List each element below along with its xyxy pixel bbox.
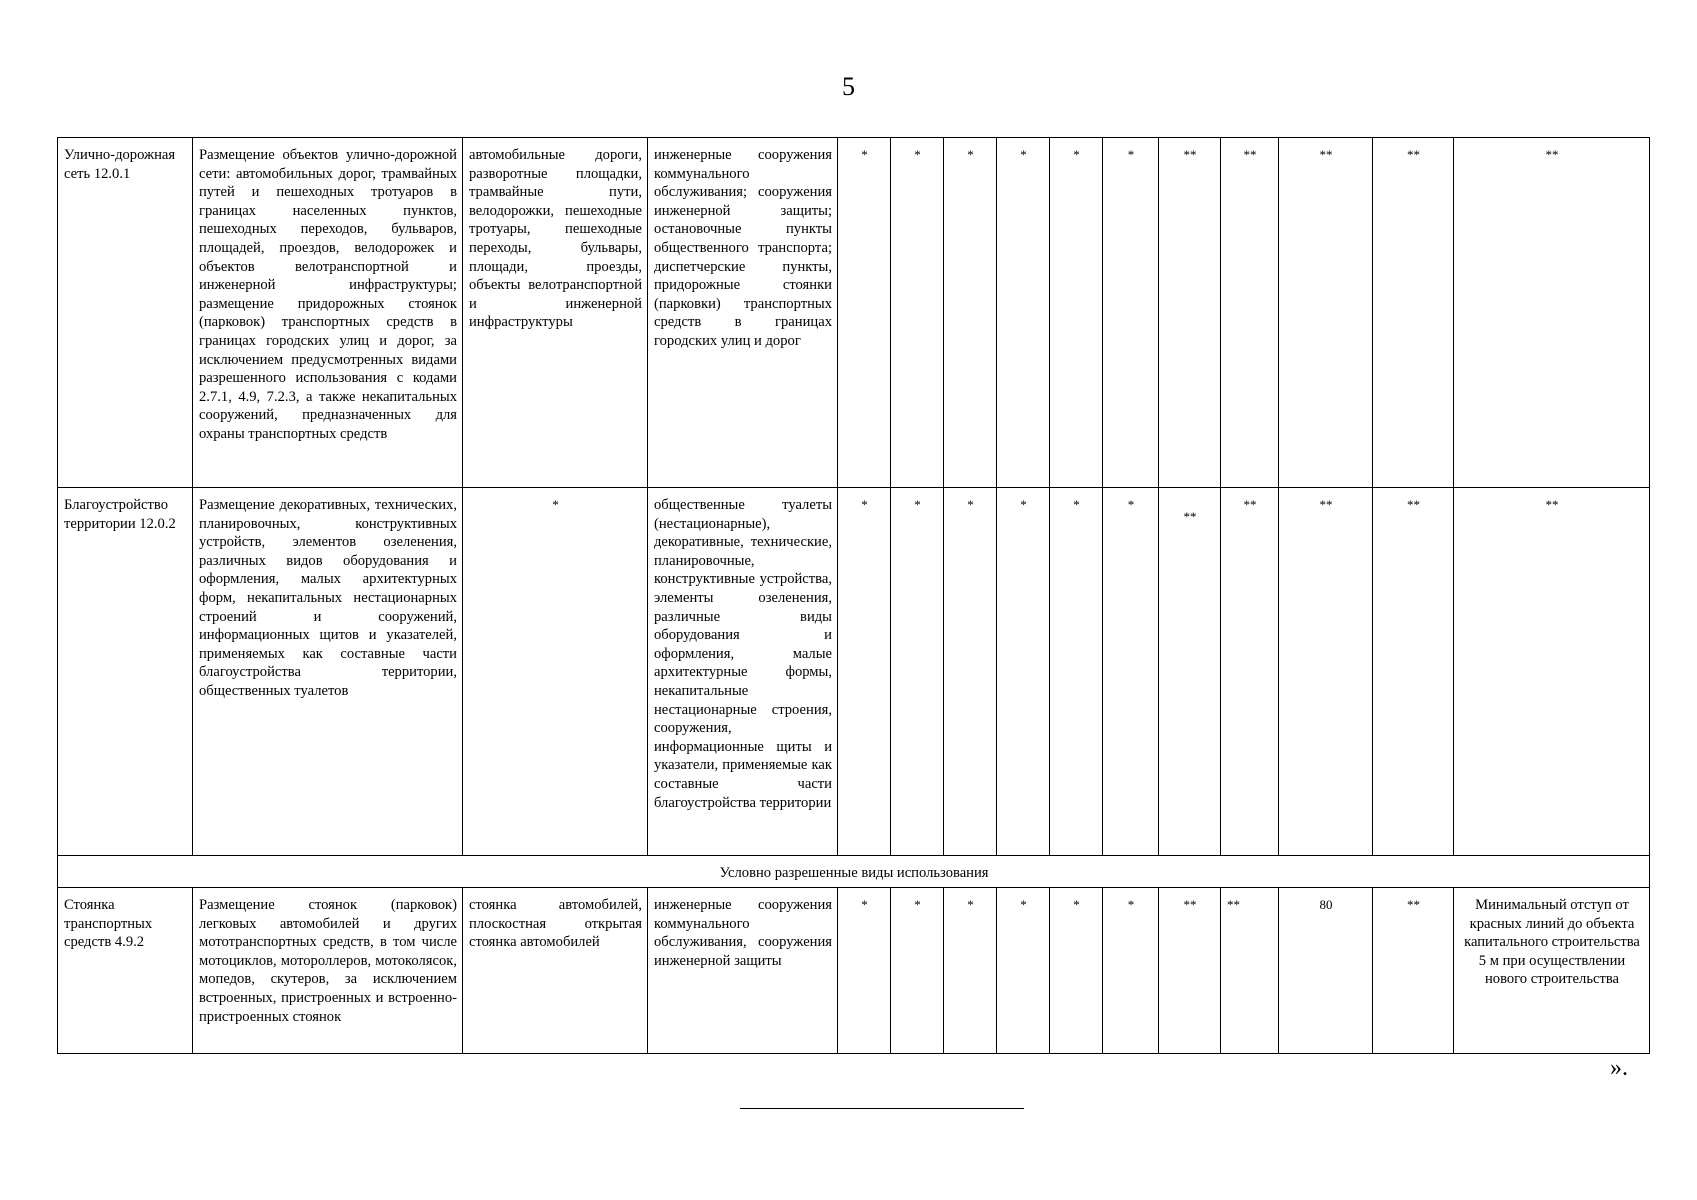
param-cell: * — [838, 488, 891, 856]
param-cell: * — [1050, 488, 1103, 856]
table-row — [58, 138, 1650, 488]
param-cell: * — [838, 138, 891, 488]
param-cell: * — [838, 888, 891, 1054]
param-cell: * — [944, 888, 997, 1054]
main-objects-cell: автомобильные дороги, разворотные площадки, трамвайные пути, велодорожки, пешеходные тротуары, пешеходные переходы, бульвары, площади, проезды, объекты велотранспортной и инженерной инфраструктуры — [463, 138, 648, 488]
param-cell: ** — [1221, 488, 1279, 856]
param-cell: * — [891, 488, 944, 856]
param-cell: ** — [1159, 138, 1221, 488]
param-cell: * — [944, 138, 997, 488]
param-cell: * — [997, 138, 1050, 488]
auxiliary-objects-cell: инженерные сооружения коммунального обслуживания, сооружения инженерной защиты — [648, 888, 838, 1054]
param-cell: ** — [1221, 138, 1279, 488]
param-cell: 80 — [1279, 888, 1373, 1054]
use-name-cell: Улично-дорожная сеть 12.0.1 — [58, 138, 193, 488]
footer-separator-line — [740, 1108, 1024, 1109]
main-objects-cell: стоянка автомобилей, плоскостная открытая стоянка автомобилей — [463, 888, 648, 1054]
description-cell: Размещение объектов улично-дорожной сети: автомобильных дорог, трамвайных путей и пешеходных тротуаров в границах населенных пунктов, пешеходных переходов, бульваров, площадей, проездов, велодорожек и объектов велотранспортной и инженерной инфраструктуры; размещение придорожных стоянок (парковок) транспортных средств в границах городских улиц и дорог, за исключением предусмотренных видами разрешенного использования с кодами 2.7.1, 4.9, 7.2.3, а также некапитальных сооружений, предназначенных для охраны транспортных средств — [193, 138, 463, 488]
description-cell: Размещение стоянок (парковок) легковых автомобилей и других мототранспортных средств, в том числе мотоциклов, мотороллеров, мотоколясок, мопедов, скутеров, за исключением встроенных, пристроенных и встроенно-пристроенных стоянок — [193, 888, 463, 1054]
param-cell: * — [1050, 888, 1103, 1054]
section-header-row — [58, 856, 1650, 888]
section-title: Условно разрешенные виды использования — [58, 856, 1650, 888]
param-cell: * — [997, 488, 1050, 856]
param-cell: * — [1103, 138, 1159, 488]
param-cell: ** — [1373, 888, 1454, 1054]
table-row — [58, 488, 1650, 856]
use-name-cell: Благоустройство территории 12.0.2 — [58, 488, 193, 856]
param-cell: * — [1103, 488, 1159, 856]
zoning-regulations-table — [57, 137, 1650, 1054]
auxiliary-objects-cell: общественные туалеты (нестационарные), декоративные, технические, планировочные, конструктивные устройства, элементы озеленения, различные виды оборудования и оформления, малые архитектурные формы, некапитальные нестационарные строения, сооружения, информационные щиты и указатели, применяемые как составные части благоустройства территории — [648, 488, 838, 856]
param-cell: ** — [1454, 488, 1650, 856]
table-row — [58, 888, 1650, 1054]
param-cell: ** — [1454, 138, 1650, 488]
param-cell: * — [891, 138, 944, 488]
param-cell: ** — [1279, 488, 1373, 856]
param-cell: ** — [1279, 138, 1373, 488]
auxiliary-objects-cell: инженерные сооружения коммунального обслуживания; сооружения инженерной защиты; остановочные пункты общественного транспорта; диспетчерские пункты, придорожные стоянки (парковки) транспортных средств в границах городских улиц и дорог — [648, 138, 838, 488]
param-cell: * — [944, 488, 997, 856]
param-cell: ** — [1159, 488, 1221, 856]
use-name-cell: Стоянка транспортных средств 4.9.2 — [58, 888, 193, 1054]
param-cell: * — [997, 888, 1050, 1054]
note-cell: Минимальный отступ от красных линий до объекта капитального строительства 5 м при осуществлении нового строительства — [1454, 888, 1650, 1054]
param-cell: ** — [1221, 888, 1279, 1054]
param-cell: * — [1050, 138, 1103, 488]
closing-quote: ». — [1610, 1055, 1628, 1081]
param-cell: * — [1103, 888, 1159, 1054]
param-cell: ** — [1159, 888, 1221, 1054]
description-cell: Размещение декоративных, технических, планировочных, конструктивных устройств, элементов озеленения, различных видов оборудования и оформления, малых архитектурных форм, некапитальных нестационарных строений и сооружений, информационных щитов и указателей, применяемых как составные части благоустройства территории, общественных туалетов — [193, 488, 463, 856]
main-objects-cell: * — [463, 488, 648, 856]
page-number: 5 — [842, 72, 855, 101]
param-cell: ** — [1373, 488, 1454, 856]
param-cell: * — [891, 888, 944, 1054]
param-cell: ** — [1373, 138, 1454, 488]
